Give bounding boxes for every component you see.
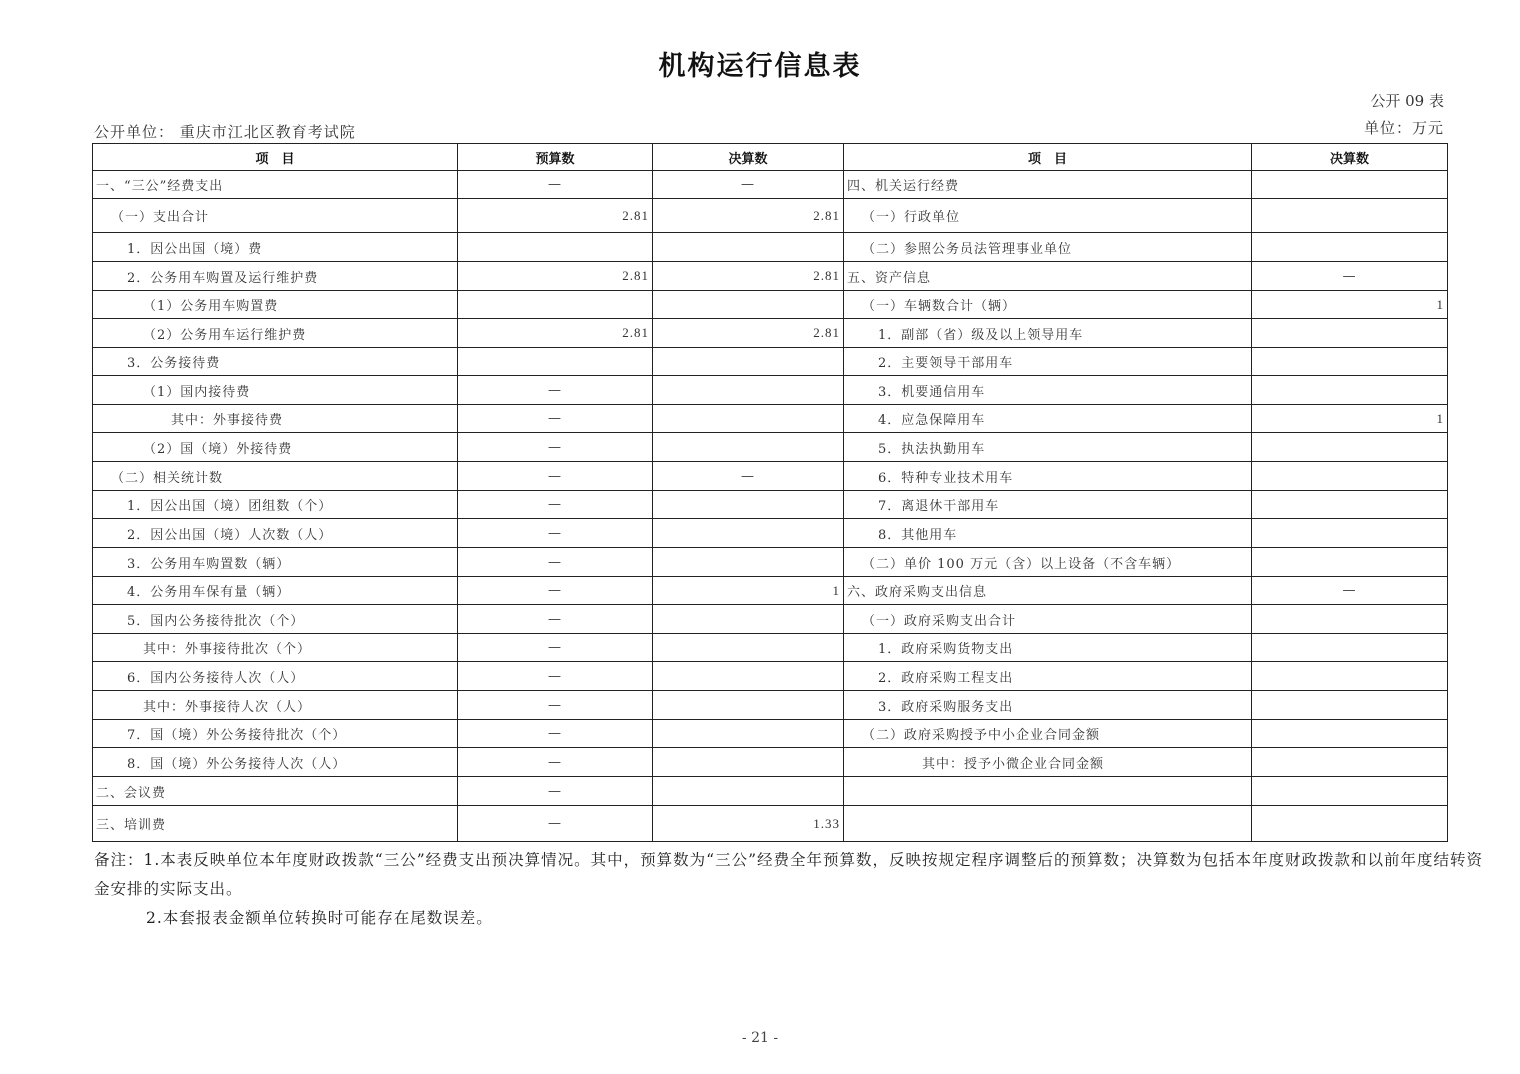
right-final-value	[1252, 777, 1448, 806]
left-item-label: 1．因公出国（境）费	[93, 233, 458, 262]
budget-value: —	[458, 548, 653, 577]
right-final-value	[1252, 662, 1448, 691]
table-row	[93, 171, 1448, 199]
table-row	[93, 748, 1448, 777]
final-value	[653, 605, 844, 634]
right-item-label: 1．副部（省）级及以上领导用车	[844, 319, 1252, 348]
table-row	[93, 577, 1448, 605]
table-row	[93, 433, 1448, 462]
left-item-label: 5．国内公务接待批次（个）	[93, 605, 458, 634]
left-item-label: （二）相关统计数	[93, 462, 458, 491]
table-row	[93, 662, 1448, 691]
header-item-left: 项 目	[93, 144, 458, 171]
final-value	[653, 233, 844, 262]
budget-value: —	[458, 634, 653, 662]
table-row	[93, 691, 1448, 720]
right-final-value	[1252, 233, 1448, 262]
budget-value: —	[458, 171, 653, 199]
right-final-value	[1252, 462, 1448, 491]
table-header-row	[93, 144, 1448, 171]
budget-value: —	[458, 462, 653, 491]
left-item-label: 8．国（境）外公务接待人次（人）	[93, 748, 458, 777]
right-final-value: 1	[1252, 405, 1448, 433]
right-item-label: 五、资产信息	[844, 262, 1252, 291]
final-value	[653, 405, 844, 433]
budget-value: —	[458, 519, 653, 548]
header-budget: 预算数	[458, 144, 653, 171]
table-row	[93, 519, 1448, 548]
institution-operation-table	[92, 143, 1448, 842]
right-item-label: 1．政府采购货物支出	[844, 634, 1252, 662]
table-row	[93, 291, 1448, 319]
form-number: 公开 09 表	[1370, 92, 1444, 110]
right-final-value: —	[1252, 577, 1448, 605]
budget-value	[458, 233, 653, 262]
right-item-label: 2．主要领导干部用车	[844, 348, 1252, 376]
budget-value: —	[458, 691, 653, 720]
right-item-label: 7．离退休干部用车	[844, 491, 1252, 519]
final-value	[653, 634, 844, 662]
budget-value: —	[458, 777, 653, 806]
final-value	[653, 548, 844, 577]
budget-value	[458, 291, 653, 319]
left-item-label: 其中：外事接待批次（个）	[93, 634, 458, 662]
budget-value: 2.81	[458, 199, 653, 233]
left-item-label: 其中：外事接待费	[93, 405, 458, 433]
right-item-label	[844, 777, 1252, 806]
header-final-right: 决算数	[1252, 144, 1448, 171]
right-item-label: 6．特种专业技术用车	[844, 462, 1252, 491]
final-value	[653, 491, 844, 519]
page-number: - 21 -	[741, 1030, 779, 1046]
final-value	[653, 662, 844, 691]
right-item-label: 其中：授予小微企业合同金额	[844, 748, 1252, 777]
table-row	[93, 806, 1448, 842]
right-item-label: 4．应急保障用车	[844, 405, 1252, 433]
right-item-label: （一）行政单位	[844, 199, 1252, 233]
right-final-value: —	[1252, 262, 1448, 291]
left-item-label: 一、“三公”经费支出	[93, 171, 458, 199]
table-row	[93, 491, 1448, 519]
right-item-label: 8．其他用车	[844, 519, 1252, 548]
left-item-label: 3．公务用车购置数（辆）	[93, 548, 458, 577]
right-item-label: 3．机要通信用车	[844, 376, 1252, 405]
document-title: 机构运行信息表	[658, 51, 862, 82]
final-value	[653, 348, 844, 376]
left-item-label: 6．国内公务接待人次（人）	[93, 662, 458, 691]
org-label: 公开单位：	[94, 123, 175, 141]
org-name: 重庆市江北区教育考试院	[179, 123, 356, 141]
header-item-right: 项 目	[844, 144, 1252, 171]
left-item-label: （2）公务用车运行维护费	[93, 319, 458, 348]
right-item-label: （二）参照公务员法管理事业单位	[844, 233, 1252, 262]
right-item-label: 3．政府采购服务支出	[844, 691, 1252, 720]
table-row	[93, 233, 1448, 262]
right-final-value	[1252, 348, 1448, 376]
final-value: 1.33	[653, 806, 844, 842]
table-row	[93, 777, 1448, 806]
right-final-value: 1	[1252, 291, 1448, 319]
final-value	[653, 519, 844, 548]
left-item-label: 3．公务接待费	[93, 348, 458, 376]
final-value: 1	[653, 577, 844, 605]
currency-unit: 单位：万元	[1363, 119, 1444, 137]
note-2: 2.本套报表金额单位转换时可能存在尾数误差。	[146, 909, 493, 927]
final-value	[653, 720, 844, 748]
table-row	[93, 405, 1448, 433]
table-row	[93, 462, 1448, 491]
final-value: —	[653, 171, 844, 199]
budget-value: —	[458, 577, 653, 605]
budget-value: —	[458, 605, 653, 634]
right-item-label: 六、政府采购支出信息	[844, 577, 1252, 605]
right-final-value	[1252, 806, 1448, 842]
right-final-value	[1252, 376, 1448, 405]
right-item-label: 5．执法执勤用车	[844, 433, 1252, 462]
final-value	[653, 691, 844, 720]
left-item-label: 4．公务用车保有量（辆）	[93, 577, 458, 605]
final-value: 2.81	[653, 262, 844, 291]
budget-value	[458, 348, 653, 376]
final-value	[653, 433, 844, 462]
left-item-label: 三、培训费	[93, 806, 458, 842]
right-item-label: （一）车辆数合计（辆）	[844, 291, 1252, 319]
left-item-label: 二、会议费	[93, 777, 458, 806]
note-1: 备注：1.本表反映单位本年度财政拨款“三公”经费支出预决算情况。其中，预算数为“三公”经费全年预算数，反映按规定程序调整后的预算数；决算数为包括本年度财政拨款和以前年度结转资金安排的实际支出。	[94, 851, 1483, 898]
table-row	[93, 548, 1448, 577]
right-item-label: （二）单价 100 万元（含）以上设备（不含车辆）	[844, 548, 1252, 577]
left-item-label: （1）公务用车购置费	[93, 291, 458, 319]
right-final-value	[1252, 634, 1448, 662]
table-row	[93, 319, 1448, 348]
budget-value: —	[458, 405, 653, 433]
right-final-value	[1252, 491, 1448, 519]
right-item-label: 四、机关运行经费	[844, 171, 1252, 199]
right-final-value	[1252, 199, 1448, 233]
right-final-value	[1252, 171, 1448, 199]
left-item-label: （1）国内接待费	[93, 376, 458, 405]
right-item-label: （一）政府采购支出合计	[844, 605, 1252, 634]
budget-value: —	[458, 748, 653, 777]
table-row	[93, 634, 1448, 662]
table-row	[93, 376, 1448, 405]
header-final-left: 决算数	[653, 144, 844, 171]
right-item-label: 2．政府采购工程支出	[844, 662, 1252, 691]
budget-value: —	[458, 433, 653, 462]
left-item-label: 2．公务用车购置及运行维护费	[93, 262, 458, 291]
right-final-value	[1252, 319, 1448, 348]
publishing-unit	[94, 121, 356, 142]
final-value	[653, 291, 844, 319]
right-final-value	[1252, 433, 1448, 462]
left-item-label: 7．国（境）外公务接待批次（个）	[93, 720, 458, 748]
right-final-value	[1252, 720, 1448, 748]
final-value	[653, 376, 844, 405]
budget-value: —	[458, 662, 653, 691]
left-item-label: 其中：外事接待人次（人）	[93, 691, 458, 720]
budget-value: —	[458, 491, 653, 519]
left-item-label: （2）国（境）外接待费	[93, 433, 458, 462]
table-body	[93, 171, 1448, 842]
table-row	[93, 348, 1448, 376]
right-final-value	[1252, 748, 1448, 777]
budget-value: —	[458, 720, 653, 748]
right-final-value	[1252, 605, 1448, 634]
budget-value: —	[458, 376, 653, 405]
final-value: 2.81	[653, 319, 844, 348]
final-value: —	[653, 462, 844, 491]
right-item-label	[844, 806, 1252, 842]
left-item-label: （一）支出合计	[93, 199, 458, 233]
table-row	[93, 199, 1448, 233]
budget-value: 2.81	[458, 319, 653, 348]
table-row	[93, 720, 1448, 748]
left-item-label: 1．因公出国（境）团组数（个）	[93, 491, 458, 519]
final-value	[653, 748, 844, 777]
final-value: 2.81	[653, 199, 844, 233]
budget-value: —	[458, 806, 653, 842]
right-final-value	[1252, 548, 1448, 577]
right-item-label: （二）政府采购授予中小企业合同金额	[844, 720, 1252, 748]
left-item-label: 2．因公出国（境）人次数（人）	[93, 519, 458, 548]
table-row	[93, 262, 1448, 291]
table-row	[93, 605, 1448, 634]
final-value	[653, 777, 844, 806]
right-final-value	[1252, 691, 1448, 720]
budget-value: 2.81	[458, 262, 653, 291]
notes	[94, 846, 1484, 933]
right-final-value	[1252, 519, 1448, 548]
